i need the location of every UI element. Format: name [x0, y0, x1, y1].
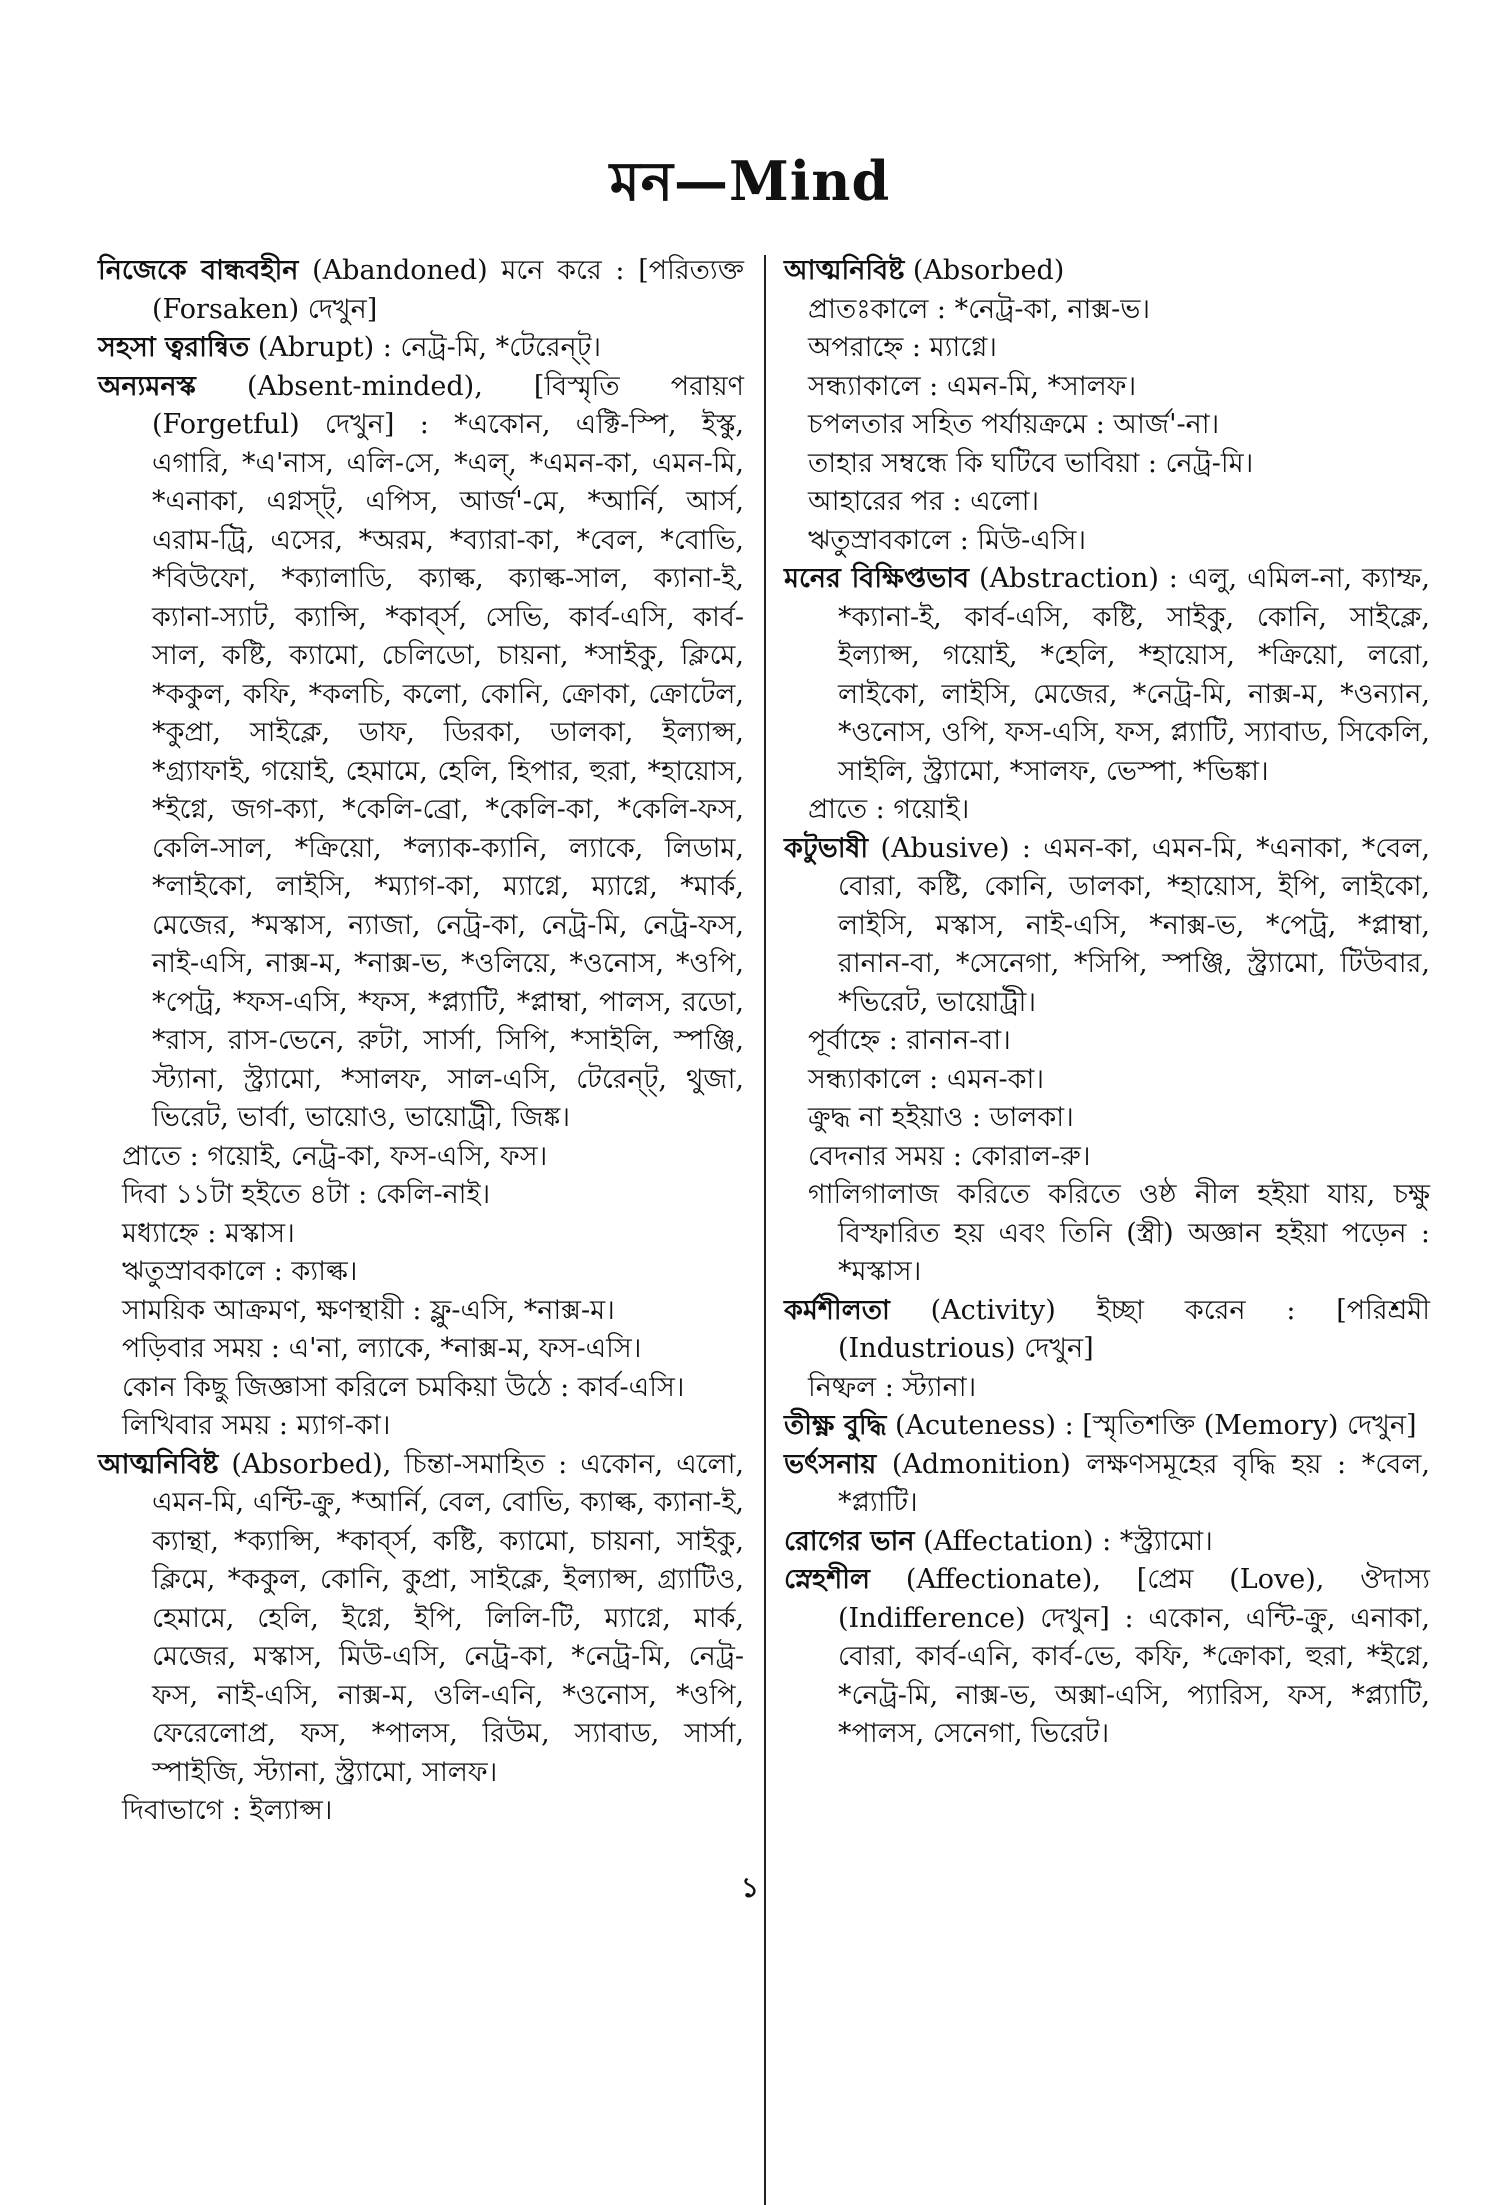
entry-heading: রোগের ভান — [784, 1525, 915, 1557]
sub-entry: লিখিবার সময় : ম্যাগ-কা। — [122, 1410, 391, 1441]
entry-english-term: (Abandoned) — [298, 255, 502, 286]
sub-entry: ক্রুদ্ধ না হইয়াও : ডালকা। — [808, 1102, 1074, 1133]
entry-remedies: : এলু, এমিল-না, ক্যাম্ফ, *ক্যানা-ই, কার্ব-এসি, কষ্টি, সাইকু, কোনি, সাইক্লে, ইল্যাপ্স, গয়োই, *হেলি, *হায়োস, *ক্রিয়ো, লরো, লাইকো, লাইসি, মেজের, *নেট্র-মি, নাক্স-ম, *ওন্যান, *ওনোস, ওপি, ফস-এসি, ফস, প্ল্যাটি, স্যাবাড, সিকেলি, সাইলি, স্ট্র্যামো, *সালফ, ভেস্পা, *ভিঙ্কা। — [838, 563, 1430, 787]
entry-remedies: : [স্মৃতিশক্তি (Memory) দেখুন] — [1064, 1410, 1417, 1441]
sub-entry: প্রাতে : গয়োই, নেট্র-কা, ফস-এসি, ফস। — [122, 1140, 548, 1172]
entry-heading: ভর্ৎসনায় — [784, 1448, 877, 1480]
entry-remedies: : *স্ট্র্যামো। — [1102, 1525, 1213, 1557]
page-number: ১ — [740, 1871, 760, 1904]
sub-entry: পূর্বাহ্নে : রানান-বা। — [808, 1025, 1011, 1056]
entry-heading: আত্মনিবিষ্ট — [784, 255, 905, 286]
sub-entry: ঋতুস্রাবকালে : মিউ-এসি। — [808, 524, 1087, 556]
dictionary-entry — [784, 1523, 1430, 1562]
sub-entry: সাময়িক আক্রমণ, ক্ষণস্থায়ী : ফ্লু-এসি, *নাক্স-ম। — [122, 1294, 615, 1326]
entry-remedies: চিন্তা-সমাহিত : একোন, এলো, এমন-মি, এন্টি-ক্রু, *আর্নি, বেল, বোভি, ক্যাল্ক, ক্যানা-ই, ক্যান্থা, *ক্যাপ্সি, *কার্ব্স, কষ্টি, ক্যামো, চায়না, সাইকু, ক্লিমে, *ককুল, কোনি, কুপ্রা, সাইক্লে, ইল্যাপ্স, গ্র্যাটিও, হেমামে, হেলি, ইগ্নে, ইপি, লিলি-টি, ম্যাগ্নে, মার্ক, মেজের, মস্কাস, মিউ-এসি, নেট্র-কা, *নেট্র-মি, নেট্র-ফস, নাই-এসি, নাক্স-ম, ওলি-এনি, *ওনোস, *ওপি, ফেরেলোপ্র, ফস, *পালস, রিউম, স্যাবাড, সার্সা, স্পাইজি, স্ট্যানা, স্ট্র্যামো, সালফ। — [152, 1448, 744, 1788]
sub-entry: গালিগালাজ করিতে করিতে ওষ্ঠ নীল হইয়া যায়, চক্ষু বিস্ফারিত হয় এবং তিনি (স্ত্রী) অজ্ঞান হইয়া পড়েন : *মস্কাস। — [808, 1179, 1430, 1287]
entry-heading: অন্যমনস্ক — [98, 370, 196, 402]
dictionary-entry — [98, 329, 744, 368]
entry-english-term: (Activity) — [889, 1294, 1097, 1326]
entry-heading: আত্মনিবিষ্ট — [98, 1448, 219, 1480]
entry-heading: স্নেহশীল — [784, 1564, 871, 1595]
dictionary-entry — [784, 1407, 1430, 1446]
dictionary-entry — [784, 830, 1430, 1023]
entry-heading: নিজেকে বান্ধবহীন — [98, 255, 299, 286]
entry-english-term: (Abusive) — [868, 832, 1022, 864]
page-title: মন—Mind — [609, 149, 891, 213]
sub-entry: আহারের পর : এলো। — [808, 486, 1040, 517]
sub-entry: পড়িবার সময় : এ'না, ল্যাকে, *নাক্স-ম, ফস-এসি। — [122, 1333, 642, 1364]
dictionary-entry — [784, 560, 1430, 791]
sub-entry: তাহার সম্বন্ধে কি ঘটিবে ভাবিয়া : নেট্র-মি। — [808, 447, 1254, 479]
entry-english-term: (Abstraction) — [969, 563, 1169, 594]
sub-entry: সন্ধ্যাকালে : এমন-মি, *সালফ। — [808, 370, 1137, 402]
entry-english-term: (Absorbed), — [218, 1448, 405, 1480]
sub-entry: ঋতুস্রাবকালে : ক্যাল্ক। — [122, 1256, 358, 1287]
entry-english-term: (Absorbed) — [904, 255, 1065, 286]
sub-entry: সন্ধ্যাকালে : এমন-কা। — [808, 1063, 1044, 1095]
sub-entry: অপরাহ্নে : ম্যাগ্নে। — [808, 332, 997, 363]
dictionary-entry — [784, 1446, 1430, 1523]
entry-english-term: (Affectation) — [914, 1525, 1103, 1557]
entry-remedies: [বিস্মৃতি পরায়ণ (Forgetful) দেখুন] : *একোন, এক্টি-স্পি, ইস্কু, এগারি, *এ'নাস, এলি-সে, *এল্, *এমন-কা, এমন-মি, *এনাকা, এগ্নস্ট্, এপিস, আর্জ'-মে, *আর্নি, আর্স, এরাম-ট্রি, এসের, *অরম, *ব্যারা-কা, *বেল, *বোভি, *বিউফো, *ক্যালাডি, ক্যাল্ক, ক্যাল্ক-সাল, ক্যানা-ই, ক্যানা-স্যাট, ক্যান্সি, *কার্ব্স, সেভি, কার্ব-এসি, কার্ব-সাল, কষ্টি, ক্যামো, চেলিডো, চায়না, *সাইকু, ক্লিমে, *ককুল, কফি, *কলচি, কলো, কোনি, ক্রোকা, ক্রোটেল, *কুপ্রা, সাইক্লে, ডাফ, ডিরকা, ডালকা, ইল্যাপ্স, *গ্র্যাফাই, গয়োই, হেমামে, হেলি, হিপার, হুরা, *হায়োস, *ইগ্নে, জগ-ক্যা, *কেলি-ব্রো, *কেলি-কা, *কেলি-ফস, কেলি-সাল, *ক্রিয়ো, *ল্যাক-ক্যানি, ল্যাকে, লিডাম, *লাইকো, লাইসি, *ম্যাগ-কা, ম্যাগ্নে, ম্যাগ্নে, *মার্ক, মেজের, *মস্কাস, ন্যাজা, নেট্র-কা, নেট্র-মি, নেট্র-ফস, নাই-এসি, নাক্স-ম, *নাক্স-ভ, *ওলিয়ে, *ওনোস, *ওপি, *পেট্র, *ফস-এসি, *ফস, *প্ল্যাটি, *প্লাম্বা, পালস, রডো, *রাস, রাস-ভেনে, রুটা, সার্সা, সিপি, *সাইলি, স্পঞ্জি, স্ট্যানা, স্ট্র্যামো, *সালফ, সাল-এসি, টেরেন্ট্, থুজা, ভিরেট, ভার্বা, ভায়োও, ভায়োট্রী, জিঙ্ক। — [152, 370, 744, 1133]
entry-heading: কর্মশীলতা — [784, 1294, 890, 1326]
entry-english-term: (Affectionate), — [870, 1564, 1137, 1595]
entry-remedies: : নেট্র-মি, *টেরেন্ট্। — [382, 332, 602, 363]
dictionary-entry — [98, 368, 744, 1138]
dictionary-entry — [98, 1446, 744, 1793]
entry-english-term: (Abrupt) — [249, 332, 383, 363]
entry-heading: কটুভাষী — [784, 832, 869, 864]
entry-english-term: (Acuteness) — [886, 1410, 1065, 1441]
sub-entry: কোন কিছু জিজ্ঞাসা করিলে চমকিয়া উঠে : কার্ব-এসি। — [122, 1371, 685, 1403]
sub-entry: দিবা ১১টা হইতে ৪টা : কেলি-নাই। — [122, 1179, 491, 1210]
right-column — [784, 252, 1430, 1754]
sub-entry: চপলতার সহিত পর্যায়ক্রমে : আর্জ'-না। — [808, 409, 1220, 440]
dictionary-entry — [98, 252, 744, 329]
dictionary-entry — [784, 1292, 1430, 1369]
entry-remedies: : এমন-কা, এমন-মি, *এনাকা, *বেল, বোরা, কষ্টি, কোনি, ডালকা, *হায়োস, ইপি, লাইকো, লাইসি, মস্কাস, নাই-এসি, *নাক্স-ভ, *পেট্র, *প্লাম্বা, রানান-বা, *সেনেগা, *সিপি, স্পঞ্জি, স্ট্র্যামো, টিউবার, *ভিরেট, ভায়োট্রী। — [838, 832, 1430, 1018]
entry-heading: মনের বিক্ষিপ্তভাব — [784, 563, 970, 594]
entry-english-term: (Admonition) — [876, 1448, 1087, 1480]
entry-english-term: (Absent-minded), — [195, 370, 534, 402]
entry-remedies: [প্রেম (Love), ঔদাস্য (Indifference) দেখুন] : একোন, এন্টি-ক্রু, এনাকা, বোরা, কার্ব-এনি, কার্ব-ভে, কফি, *ক্রোকা, হুরা, *ইগ্নে, *নেট্র-মি, নাক্স-ভ, অক্সা-এসি, প্যারিস, ফস, *প্ল্যাটি, *পালস, সেনেগা, ভিরেট। — [838, 1564, 1430, 1749]
entry-remedies: ইচ্ছা করেন : [পরিশ্রমী (Industrious) দেখুন] — [838, 1294, 1430, 1364]
dictionary-entry — [784, 252, 1430, 291]
left-column — [98, 252, 744, 1831]
sub-entry: বেদনার সময় : কোরাল-রু। — [808, 1140, 1091, 1172]
sub-entry: দিবাভাগে : ইল্যাপ্স। — [122, 1795, 333, 1826]
sub-entry: মধ্যাহ্নে : মস্কাস। — [122, 1217, 295, 1249]
sub-entry: নিষ্ফল : স্ট্যানা। — [808, 1371, 977, 1403]
dictionary-entry — [784, 1561, 1430, 1754]
entry-heading: সহসা ত্বরান্বিত — [98, 332, 250, 363]
entry-remedies: লক্ষণসমূহের বৃদ্ধি হয় : *বেল, *প্ল্যাটি। — [838, 1448, 1430, 1518]
entry-remedies: মনে করে : [পরিত্যক্ত (Forsaken) দেখুন] — [152, 255, 744, 325]
entry-heading: তীক্ষ্ণ বুদ্ধি — [784, 1410, 887, 1441]
sub-entry: প্রাতে : গয়োই। — [808, 794, 970, 825]
sub-entry: প্রাতঃকালে : *নেট্র-কা, নাক্স-ভ। — [808, 293, 1151, 325]
